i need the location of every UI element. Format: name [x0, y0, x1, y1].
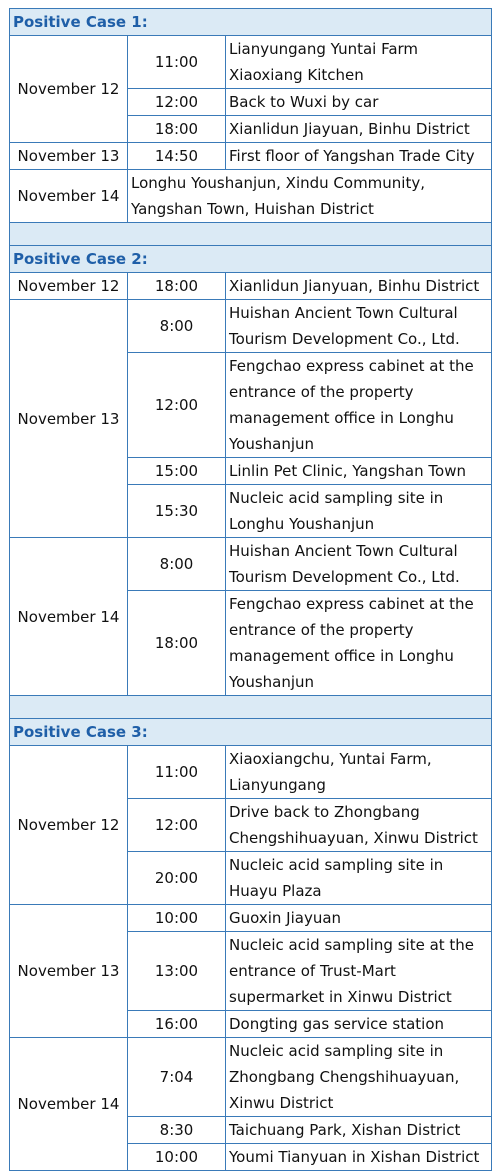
time-cell: 12:00 [128, 799, 226, 852]
table-row [10, 300, 492, 353]
time-cell: 8:00 [128, 538, 226, 591]
case-header-row [10, 9, 492, 36]
time-cell: 13:00 [128, 932, 226, 1011]
time-cell: 15:00 [128, 458, 226, 485]
place-cell: Xiaoxiangchu, Yuntai Farm, Lianyungang [226, 746, 492, 799]
table-row [10, 170, 492, 223]
time-cell: 16:00 [128, 1011, 226, 1038]
case-header-row [10, 246, 492, 273]
time-cell: 18:00 [128, 591, 226, 696]
case-title: Positive Case 2: [10, 246, 492, 273]
table-row [10, 746, 492, 799]
place-cell: Fengchao express cabinet at the entrance of the property management office in Longhu Youshanjun [226, 353, 492, 458]
place-cell: Nucleic acid sampling site in Huayu Plaza [226, 852, 492, 905]
time-cell: 18:00 [128, 273, 226, 300]
place-cell: Huishan Ancient Town Cultural Tourism Development Co., Ltd. [226, 300, 492, 353]
place-cell: Drive back to Zhongbang Chengshihuayuan, Xinwu District [226, 799, 492, 852]
place-cell: Back to Wuxi by car [226, 89, 492, 116]
time-cell: 10:00 [128, 1144, 226, 1171]
place-cell: Xianlidun Jiayuan, Binhu District [226, 116, 492, 143]
spacer-row [10, 696, 492, 719]
time-cell: 8:00 [128, 300, 226, 353]
itinerary-table [9, 8, 492, 1171]
case-title: Positive Case 1: [10, 9, 492, 36]
place-cell: First floor of Yangshan Trade City [226, 143, 492, 170]
date-cell: November 12 [10, 36, 128, 143]
place-cell: Taichuang Park, Xishan District [226, 1117, 492, 1144]
place-cell: Guoxin Jiayuan [226, 905, 492, 932]
place-cell: Lianyungang Yuntai Farm Xiaoxiang Kitchen [226, 36, 492, 89]
date-cell: November 14 [10, 538, 128, 696]
table-row [10, 273, 492, 300]
place-cell: Dongting gas service station [226, 1011, 492, 1038]
time-cell: 12:00 [128, 353, 226, 458]
date-cell: November 14 [10, 170, 128, 223]
time-cell: 18:00 [128, 116, 226, 143]
time-cell: 7:04 [128, 1038, 226, 1117]
place-cell: Nucleic acid sampling site in Zhongbang Chengshihuayuan, Xinwu District [226, 1038, 492, 1117]
place-cell: Youmi Tianyuan in Xishan District [226, 1144, 492, 1171]
place-cell: Nucleic acid sampling site at the entrance of Trust-Mart supermarket in Xinwu District [226, 932, 492, 1011]
spacer-row [10, 223, 492, 246]
date-cell: November 14 [10, 1038, 128, 1171]
date-cell: November 13 [10, 905, 128, 1038]
table-row [10, 1038, 492, 1117]
table-row [10, 143, 492, 170]
case-title: Positive Case 3: [10, 719, 492, 746]
place-cell: Longhu Youshanjun, Xindu Community, Yangshan Town, Huishan District [128, 170, 492, 223]
table-row [10, 538, 492, 591]
date-cell: November 13 [10, 300, 128, 538]
time-cell: 11:00 [128, 746, 226, 799]
spacer-cell [10, 696, 492, 719]
time-cell: 11:00 [128, 36, 226, 89]
place-cell: Nucleic acid sampling site in Longhu Youshanjun [226, 485, 492, 538]
place-cell: Xianlidun Jianyuan, Binhu District [226, 273, 492, 300]
time-cell: 14:50 [128, 143, 226, 170]
time-cell: 10:00 [128, 905, 226, 932]
place-cell: Linlin Pet Clinic, Yangshan Town [226, 458, 492, 485]
date-cell: November 12 [10, 273, 128, 300]
time-cell: 20:00 [128, 852, 226, 905]
table-row [10, 905, 492, 932]
case-header-row [10, 719, 492, 746]
time-cell: 15:30 [128, 485, 226, 538]
date-cell: November 12 [10, 746, 128, 905]
time-cell: 8:30 [128, 1117, 226, 1144]
place-cell: Fengchao express cabinet at the entrance of the property management office in Longhu Youshanjun [226, 591, 492, 696]
time-cell: 12:00 [128, 89, 226, 116]
table-row [10, 36, 492, 89]
place-cell: Huishan Ancient Town Cultural Tourism Development Co., Ltd. [226, 538, 492, 591]
date-cell: November 13 [10, 143, 128, 170]
spacer-cell [10, 223, 492, 246]
